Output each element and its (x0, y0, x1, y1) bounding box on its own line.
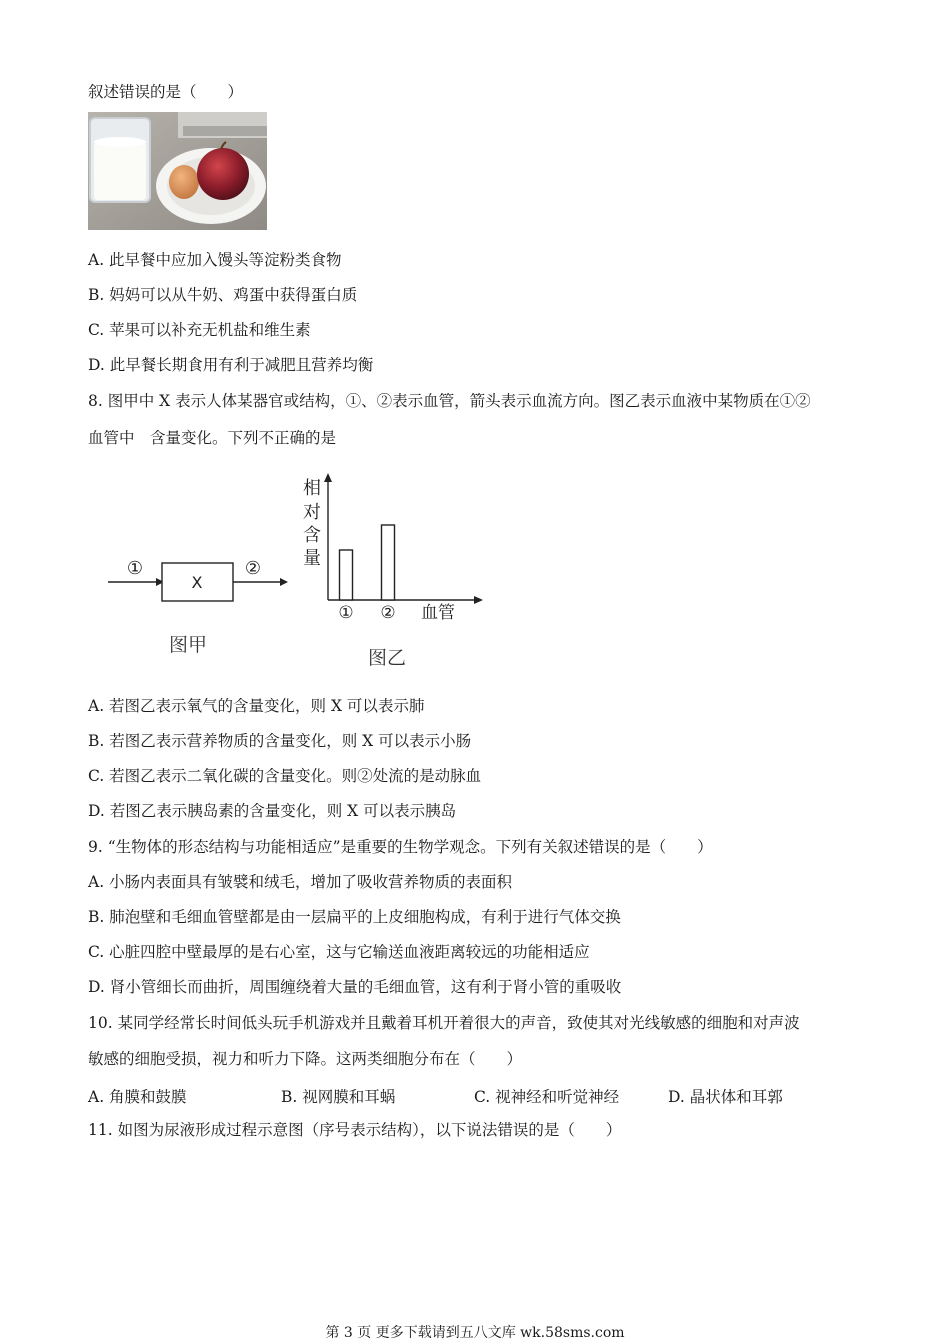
vessel-1-label: ① (126, 558, 144, 579)
q9-stem: 9. “生物体的形态结构与功能相适应”是重要的生物学观念。下列有关叙述错误的是（ ） (88, 838, 713, 856)
q8-stem-line1: 8. 图甲中 X 表示人体某器官或结构，①、②表示血管，箭头表示血流方向。图乙表示血液中某物质在①② (88, 392, 811, 410)
q8-figure (100, 470, 500, 680)
x-tick-label-2: ② (380, 603, 396, 623)
bar-1 (340, 550, 353, 600)
ylabel-char-3: 含 (303, 525, 321, 546)
q10-stem-line1: 10. 某同学经常长时间低头玩手机游戏并且戴着耳机开着很大的声音，致使其对光线敏感的细胞和对声波 (88, 1014, 800, 1032)
figure-yi-caption: 图乙 (367, 647, 407, 669)
q8-option-b: B. 若图乙表示营养物质的含量变化，则 X 可以表示小肠 (88, 732, 472, 750)
figure-jia (108, 558, 288, 656)
q10-stem-line2: 敏感的细胞受损，视力和听力下降。这两类细胞分布在（ ） (88, 1050, 523, 1068)
figure-jia-caption: 图甲 (168, 634, 208, 656)
vessel-2-label: ② (244, 558, 262, 579)
q7-option-d: D. 此早餐长期食用有利于减肥且营养均衡 (88, 356, 374, 374)
q7-option-b: B. 妈妈可以从牛奶、鸡蛋中获得蛋白质 (88, 286, 358, 304)
q10-option-a: A. 角膜和鼓膜 (88, 1088, 187, 1106)
q9-option-d: D. 肾小管细长而曲折，周围缠绕着大量的毛细血管，这有利于肾小管的重吸收 (88, 978, 622, 996)
q8-option-a: A. 若图乙表示氧气的含量变化，则 X 可以表示肺 (88, 697, 425, 715)
x-axis-label: 血管 (421, 603, 455, 623)
q9-option-a: A. 小肠内表面具有皱襞和绒毛，增加了吸收营养物质的表面积 (88, 873, 513, 891)
ylabel-char-4: 量 (303, 548, 321, 569)
page-footer: 第 3 页 更多下载请到五八文库 wk.58sms.com (325, 1325, 625, 1341)
breakfast-photo (88, 112, 267, 230)
organ-x-label: X (191, 573, 203, 592)
q10-option-c: C. 视神经和听觉神经 (474, 1088, 620, 1106)
q11-stem: 11. 如图为尿液形成过程示意图（序号表示结构），以下说法错误的是（ ） (88, 1121, 622, 1139)
q7-stem-tail: 叙述错误的是（ ） (88, 83, 244, 101)
q9-option-c: C. 心脏四腔中壁最厚的是右心室，这与它输送血液距离较远的功能相适应 (88, 943, 590, 961)
q8-stem-line2: 血管中 含量变化。下列不正确的是 (88, 429, 337, 447)
ylabel-char-1: 相 (303, 478, 321, 499)
q10-options-row (88, 1085, 848, 1105)
q9-option-b: B. 肺泡壁和毛细血管壁都是由一层扁平的上皮细胞构成，有利于进行气体交换 (88, 908, 621, 926)
q7-option-c: C. 苹果可以补充无机盐和维生素 (88, 321, 311, 339)
q7-option-a: A. 此早餐中应加入馒头等淀粉类食物 (88, 251, 342, 269)
figure-yi (303, 473, 483, 669)
ylabel-char-2: 对 (303, 502, 321, 523)
bar-2 (382, 525, 395, 600)
q8-option-c: C. 若图乙表示二氧化碳的含量变化。则②处流的是动脉血 (88, 767, 482, 785)
q10-option-b: B. 视网膜和耳蜗 (281, 1088, 396, 1106)
x-tick-label-1: ① (338, 603, 354, 623)
q10-option-d: D. 晶状体和耳郭 (668, 1088, 783, 1106)
q8-option-d: D. 若图乙表示胰岛素的含量变化，则 X 可以表示胰岛 (88, 802, 457, 820)
